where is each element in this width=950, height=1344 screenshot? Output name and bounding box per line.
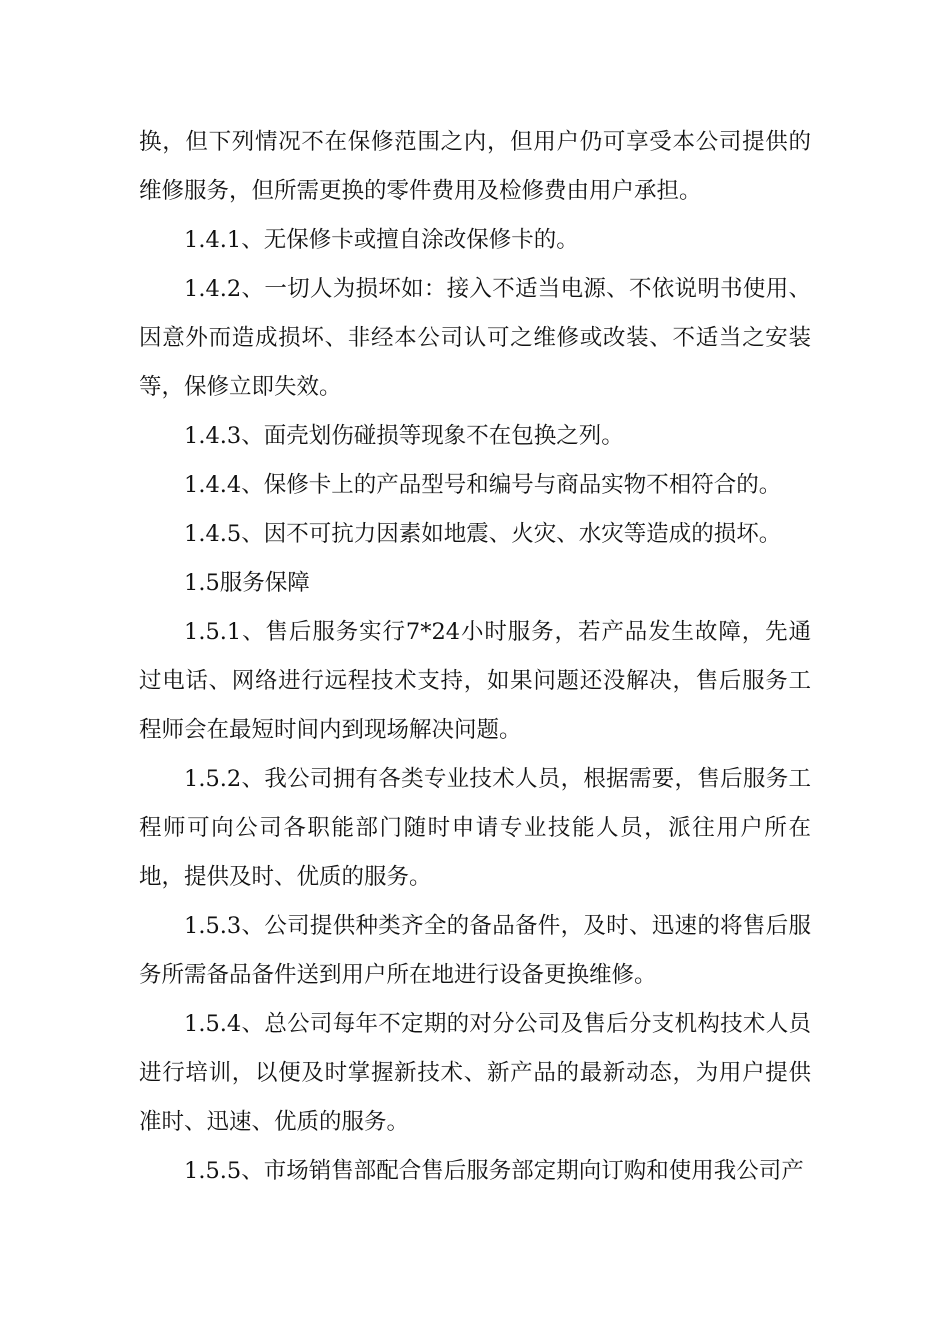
paragraph-1-4-1: 1.4.1、无保修卡或擅自涂改保修卡的。 <box>184 227 579 253</box>
paragraph-1-4-3: 1.4.3、面壳划伤碰损等现象不在包换之列。 <box>184 423 624 449</box>
paragraph-1-5-5: 1.5.5、市场销售部配合售后服务部定期向订购和使用我公司产 <box>184 1158 804 1184</box>
paragraph-1-5-3: 1.5.3、公司提供种类齐全的备品备件，及时、迅速的将售后服务所需备品备件送到用户所在地进行设备更换维修。 <box>139 913 811 988</box>
section-heading-1-5: 1.5服务保障 <box>184 570 310 596</box>
paragraph-1-5-2: 1.5.2、我公司拥有各类专业技术人员，根据需要，售后服务工程师可向公司各职能部门随时申请专业技能人员，派往用户所在地，提供及时、优质的服务。 <box>139 766 811 890</box>
paragraph-1-5-1: 1.5.1、售后服务实行7*24小时服务，若产品发生故障，先通过电话、网络进行远程技术支持，如果问题还没解决，售后服务工程师会在最短时间内到现场解决问题。 <box>139 619 811 743</box>
paragraph-1-5-4: 1.5.4、总公司每年不定期的对分公司及售后分支机构技术人员进行培训，以便及时掌握新技术、新产品的最新动态，为用户提供准时、迅速、优质的服务。 <box>139 1011 811 1135</box>
paragraph-warranty-exclusions-intro: 换，但下列情况不在保修范围之内，但用户仍可享受本公司提供的维修服务，但所需更换的零件费用及检修费由用户承担。 <box>139 129 811 204</box>
paragraph-1-4-5: 1.4.5、因不可抗力因素如地震、火灾、水灾等造成的损坏。 <box>184 521 782 547</box>
paragraph-1-4-4: 1.4.4、保修卡上的产品型号和编号与商品实物不相符合的。 <box>184 472 782 498</box>
paragraph-1-4-2: 1.4.2、一切人为损坏如：接入不适当电源、不依说明书使用、因意外而造成损坏、非经本公司认可之维修或改装、不适当之安装等，保修立即失效。 <box>139 276 811 400</box>
document-body <box>139 118 811 1196</box>
